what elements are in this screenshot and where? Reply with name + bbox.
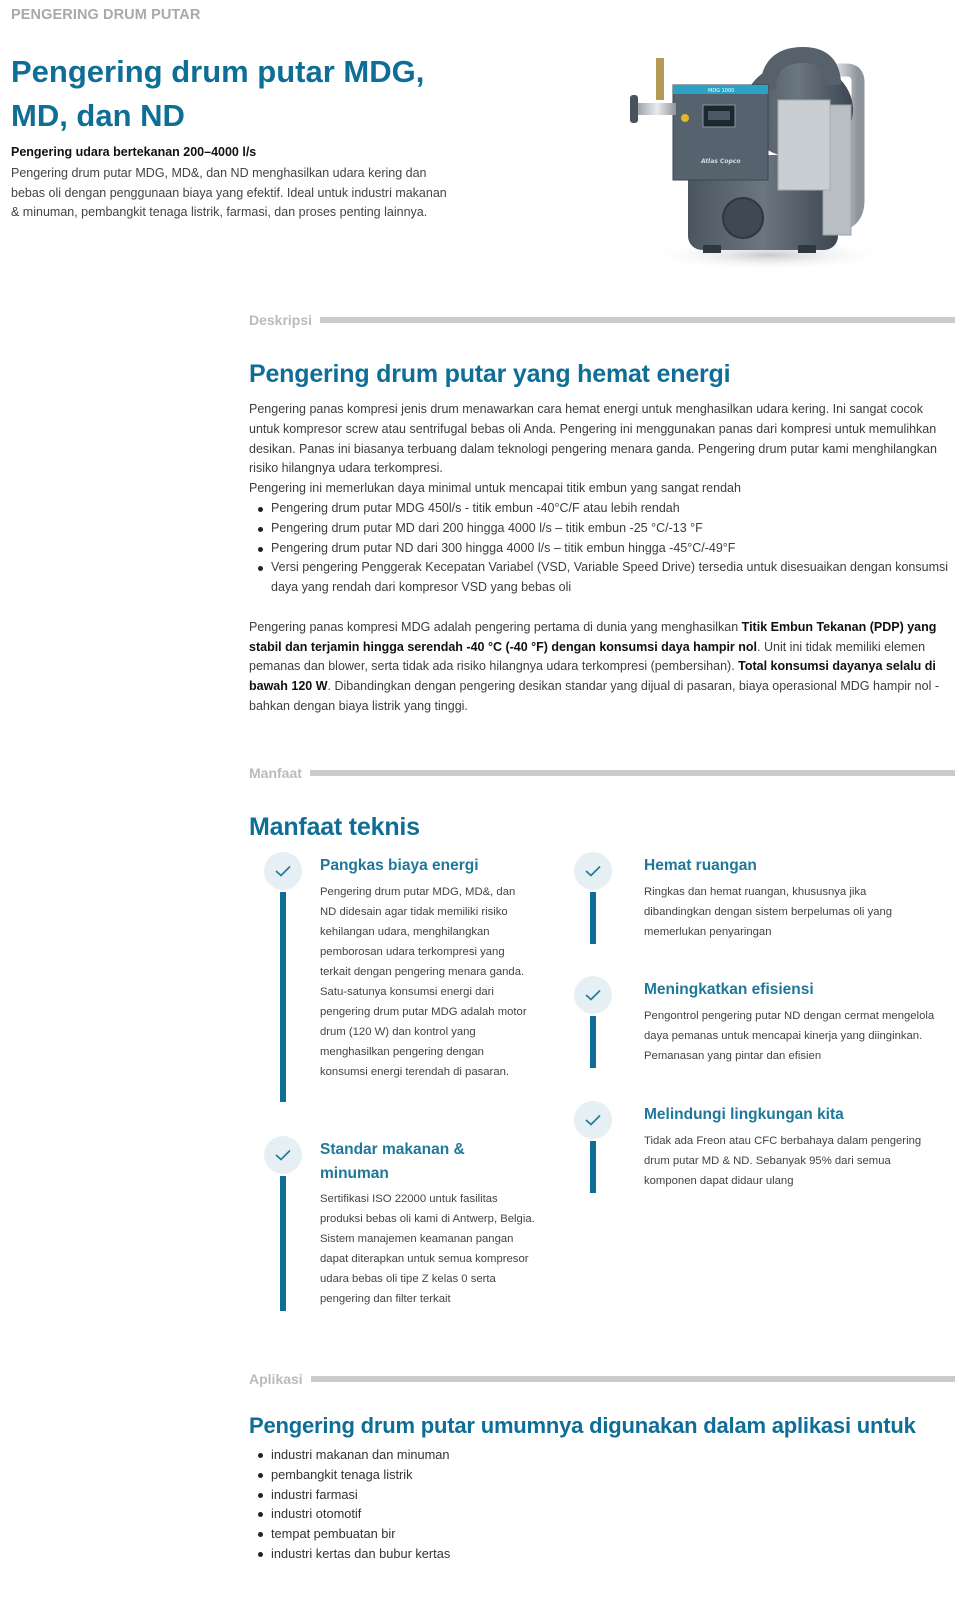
description-heading: Pengering drum putar yang hemat energi: [249, 360, 731, 388]
benefit-body: [320, 882, 530, 1082]
eyebrow-category: PENGERING DRUM PUTAR: [11, 7, 201, 23]
benefit-title: Standar makanan & minuman: [320, 1141, 465, 1182]
list-item: industri makanan dan minuman: [249, 1445, 450, 1465]
panel-label: MDG 1000: [708, 88, 735, 94]
bold-run: Titik Embun Tekanan (PDP) yang stabil dan terjamin hingga serendah -40 °C (-40 °F) dengan konsumsi daya hampir nol: [249, 619, 937, 654]
benefit-item: [264, 1136, 554, 1316]
benefit-body: Pengontrol pengering putar ND dengan cermat mengelola daya pemanas untuk mencapai kinerja yang diinginkan. Pemanasan yang pintar dan efisien: [644, 1010, 935, 1062]
brand-logo: Atlas Copco: [701, 158, 741, 165]
benefits-heading: Manfaat teknis: [249, 813, 420, 841]
list-item: tempat pembuatan bir: [249, 1524, 450, 1544]
section-label-aplikasi: [249, 1371, 955, 1387]
benefit-item: [574, 1101, 922, 1196]
applications-list: [249, 1445, 450, 1564]
dewpoint-list: [249, 499, 954, 598]
benefit-item: [574, 852, 893, 947]
text-run: . Dibandingkan dengan pengering desikan standar yang dijual di pasaran, biaya operasional MDG hampir nol - bahkan dengan biaya listrik yang tinggi.: [249, 679, 939, 713]
text-run: Pengering panas kompresi MDG adalah pengering pertama di dunia yang menghasilkan: [249, 619, 742, 634]
list-item: Pengering drum putar ND dari 300 hingga 4000 l/s – titik embun hingga -45°C/-49°F: [249, 539, 954, 559]
timeline-bar: [280, 1176, 286, 1311]
hero-subtitle: Pengering udara bertekanan 200–4000 l/s: [11, 145, 257, 159]
section-label-text: Aplikasi: [249, 1371, 303, 1387]
list-item: Pengering drum putar MD dari 200 hingga 4000 l/s – titik embun -25 °C/-13 °F: [249, 519, 954, 539]
timeline-bar: [590, 892, 596, 944]
list-item: industri farmasi: [249, 1485, 450, 1505]
applications-heading: Pengering drum putar umumnya digunakan dalam aplikasi untuk: [249, 1413, 916, 1438]
benefit-text: Satu-satunya konsumsi energi dari pengering drum putar MDG adalah motor drum (120 W) dan kontrol yang menghasilkan pengering dengan konsumsi energi terendah di pasaran.: [320, 986, 527, 1078]
list-item: Versi pengering Penggerak Kecepatan Variabel (VSD, Variable Speed Drive) tersedia untuk disesuaikan dengan konsumsi daya yang rendah dari kompresor VSD yang bebas oli: [249, 558, 954, 598]
list-item: industri kertas dan bubur kertas: [249, 1544, 450, 1564]
list-item: Pengering drum putar MDG 450l/s - titik embun -40°C/F atau lebih rendah: [249, 499, 954, 519]
check-icon: [574, 852, 612, 890]
benefit-title: Pangkas biaya energi: [320, 857, 479, 874]
timeline-bar: [590, 1016, 596, 1068]
benefit-title: Meningkatkan efisiensi: [644, 981, 814, 998]
section-divider: [310, 770, 955, 776]
benefit-item: [264, 852, 554, 1107]
check-icon: [264, 1136, 302, 1174]
text-run: . Unit ini tidak memiliki elemen pemanas dan blower, serta tidak ada risiko hilangnya udara terkompresi (pembersihan).: [249, 639, 926, 674]
benefit-text: Pengering drum putar MDG, MD&, dan ND didesain agar tidak memiliki risiko kehilangan udara, menghilangkan pemborosan udara terkompresi yang terkait dengan pengering menara ganda.: [320, 886, 525, 978]
section-label-text: Manfaat: [249, 765, 302, 781]
benefit-item: [574, 976, 935, 1071]
bold-run: Total konsumsi dayanya selalu di bawah 120 W: [249, 659, 936, 694]
benefit-title: Hemat ruangan: [644, 857, 757, 874]
list-item: industri otomotif: [249, 1504, 450, 1524]
description-body: [249, 400, 954, 717]
section-label-manfaat: [249, 765, 955, 781]
section-label-deskripsi: [249, 312, 955, 328]
mdg-paragraph: [249, 618, 954, 717]
check-icon: [574, 1101, 612, 1139]
timeline-bar: [590, 1141, 596, 1193]
page-title: Pengering drum putar MDG, MD, dan ND: [11, 54, 425, 133]
section-label-text: Deskripsi: [249, 312, 313, 328]
benefit-body: Sertifikasi ISO 22000 untuk fasilitas produksi bebas oli kami di Antwerp, Belgia. Sistem manajemen keamanan pangan dapat diterapkan untuk semua kompresor udara bebas oli tipe Z kelas 0 serta pengering dan filter terkait: [320, 1193, 535, 1305]
section-divider: [311, 1376, 955, 1382]
section-divider: [320, 317, 955, 323]
benefit-body: Ringkas dan hemat ruangan, khususnya jika dibandingkan dengan sistem berpelumas oli yang memerlukan penyaringan: [644, 886, 893, 938]
benefit-body: Tidak ada Freon atau CFC berbahaya dalam pengering drum putar MD & ND. Sebanyak 95% dari semua komponen dapat didaur ulang: [644, 1135, 922, 1187]
hero-description: Pengering drum putar MDG, MD&, dan ND menghasilkan udara kering dan bebas oli dengan penggunaan biaya yang efektif. Ideal untuk industri makanan & minuman, pembangkit tenaga listrik, farmasi, dan proses penting lainnya.: [11, 166, 447, 220]
description-intro: Pengering panas kompresi jenis drum menawarkan cara hemat energi untuk menghasilkan udara kering. Ini sangat cocok untuk kompresor screw atau sentrifugal bebas oli Anda. Pengering ini menggunakan panas dari kompresi untuk memulihkan desikan. Panas ini biasanya terbuang dalam teknologi pengering menara ganda. Pengering drum putar kami menghilangkan risiko hilangnya udara terkompresi.: [249, 402, 937, 476]
check-icon: [574, 976, 612, 1014]
list-item: pembangkit tenaga listrik: [249, 1465, 450, 1485]
benefit-title: Melindungi lingkungan kita: [644, 1106, 844, 1123]
product-image: [618, 30, 888, 275]
list-intro: Pengering ini memerlukan daya minimal untuk mencapai titik embun yang sangat rendah: [249, 481, 741, 496]
timeline-bar: [280, 892, 286, 1102]
check-icon: [264, 852, 302, 890]
